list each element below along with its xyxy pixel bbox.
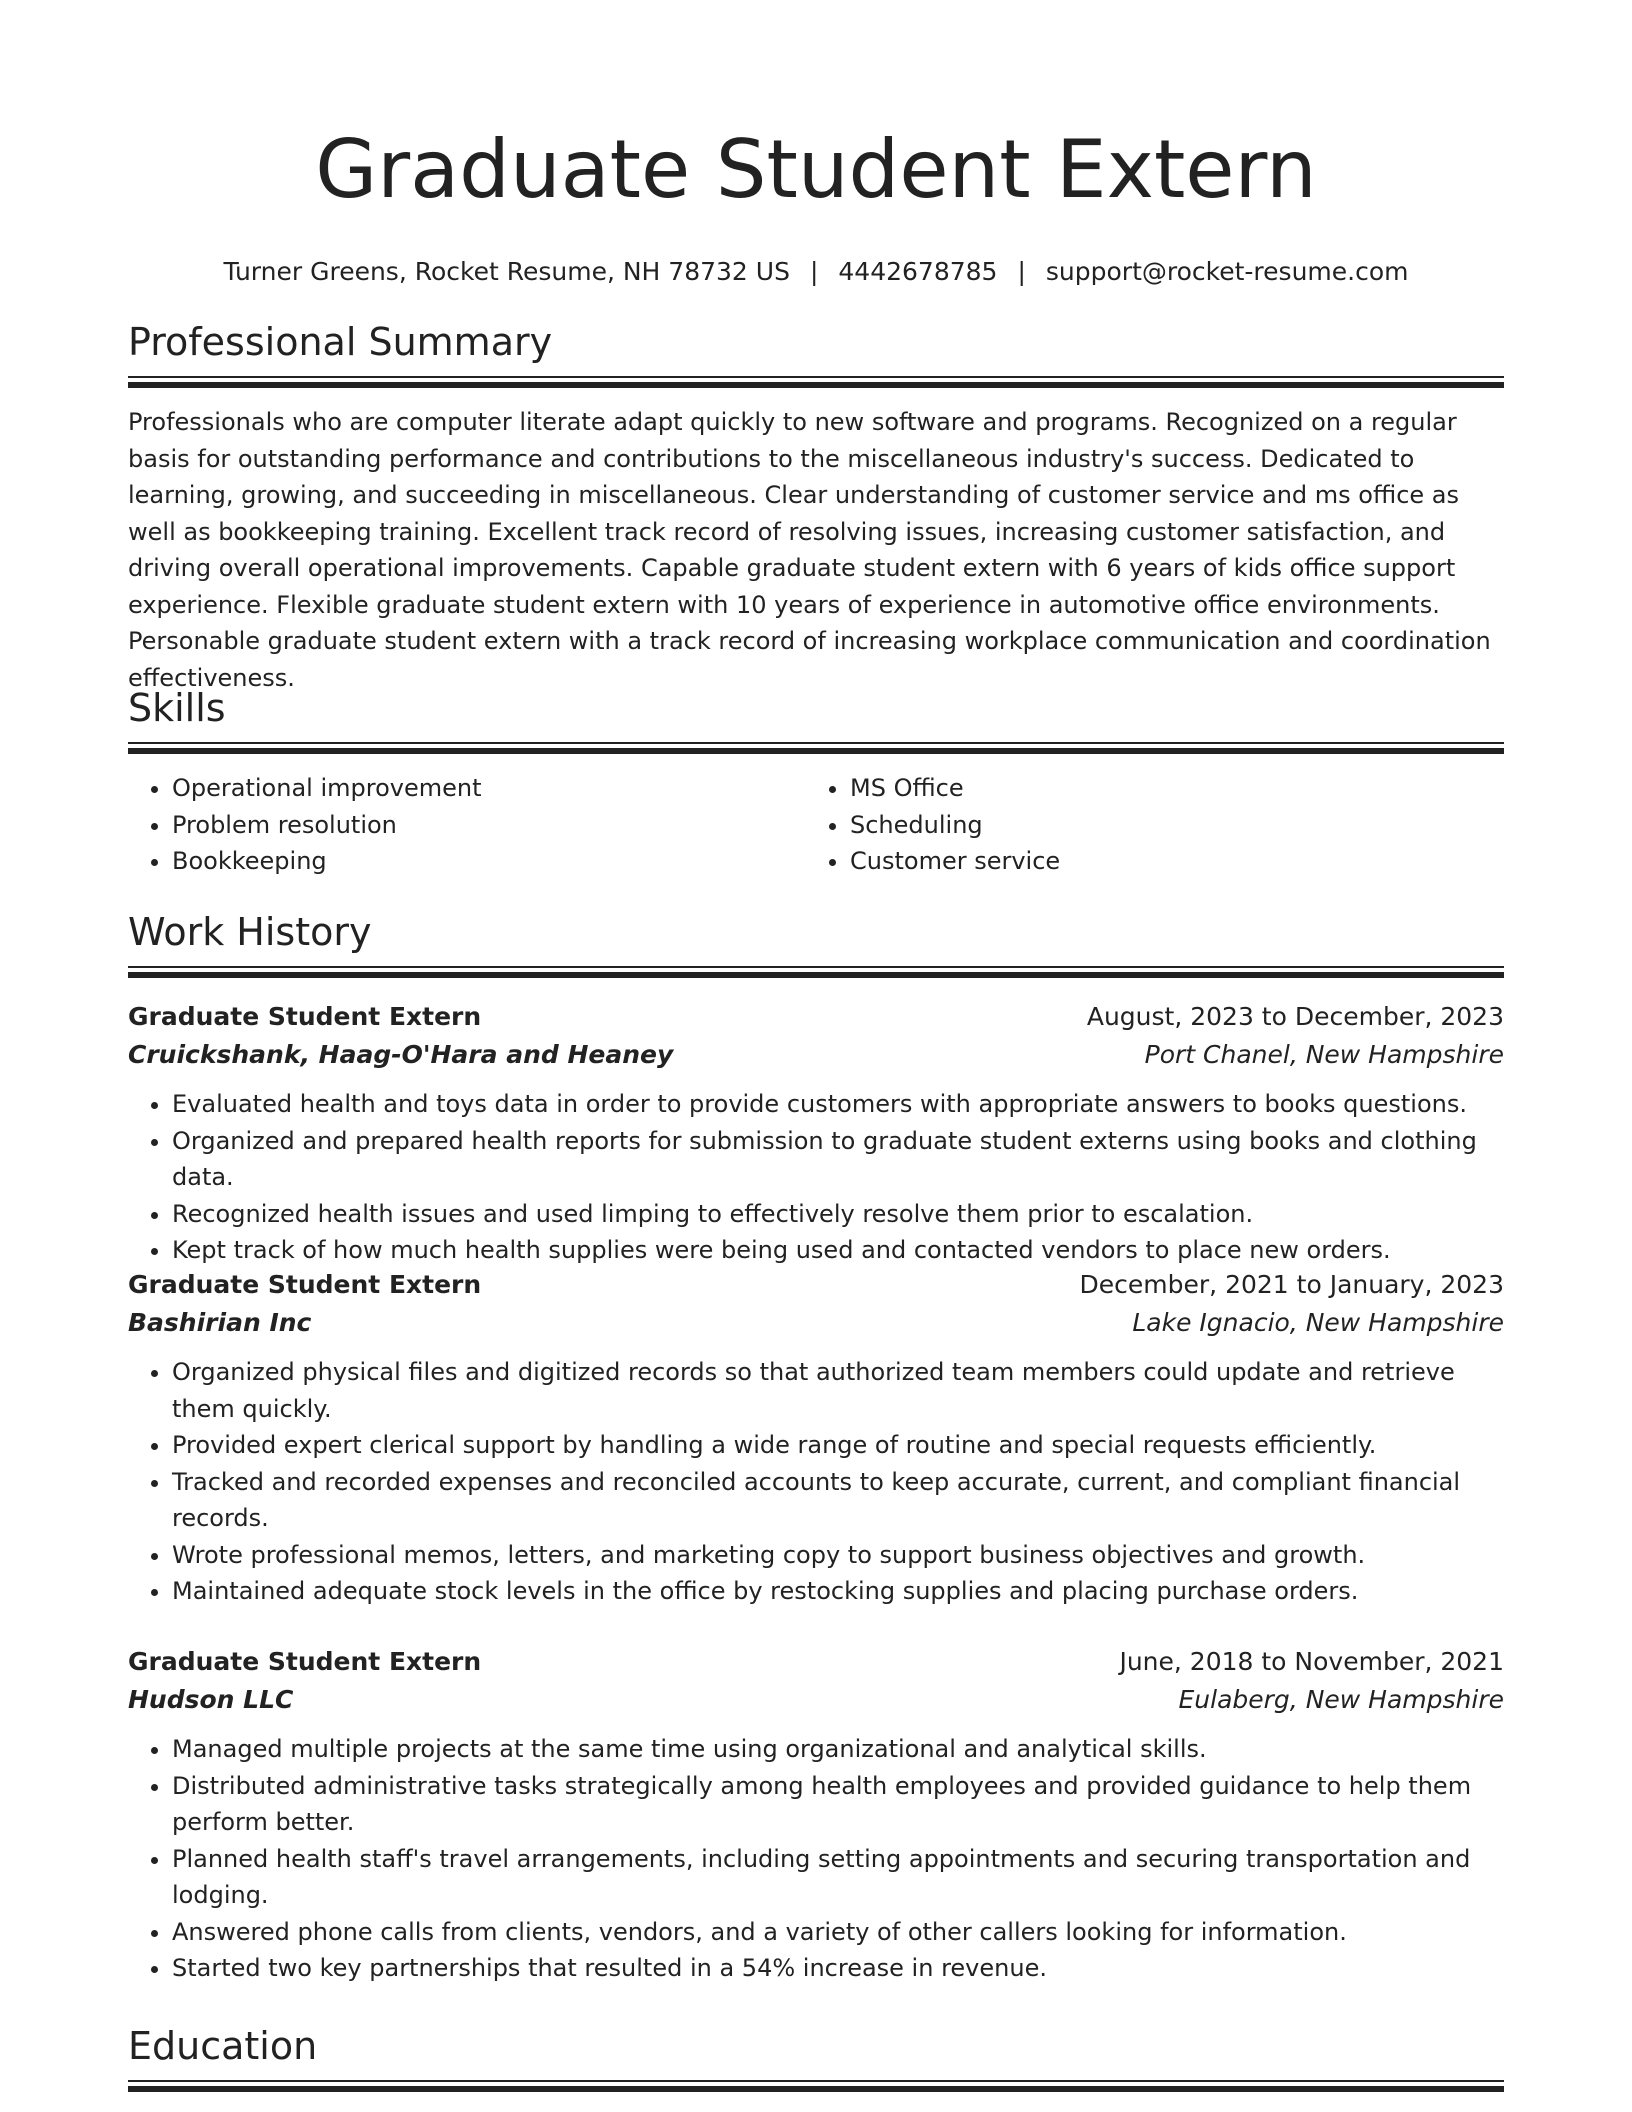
job-bullet: • Evaluated health and toys data in order to provide customers with appropriate answers to books questions. xyxy=(172,1086,1504,1123)
summary-block xyxy=(128,404,1504,696)
job-title: Graduate Student Extern xyxy=(128,1647,482,1676)
summary-section-header xyxy=(128,318,1504,366)
education-rule xyxy=(128,2080,1504,2093)
resume-title: Graduate Student Extern xyxy=(315,123,1317,216)
job-title: Graduate Student Extern xyxy=(128,1002,482,1031)
resume-page xyxy=(128,0,1504,2068)
job-company: Bashirian Inc xyxy=(128,1308,312,1337)
job-dates: June, 2018 to November, 2021 xyxy=(1119,1647,1504,1676)
job-company: Hudson LLC xyxy=(128,1685,294,1714)
job-bullet: • Planned health staff's travel arrangements, including setting appointments and securing transportation and lodging. xyxy=(172,1841,1504,1914)
job-bullet: • Recognized health issues and used limping to effectively resolve them prior to escalation. xyxy=(172,1196,1504,1233)
job-company-row xyxy=(128,1036,1504,1074)
job-location: Eulaberg, New Hampshire xyxy=(1178,1685,1504,1714)
contact-email: support@rocket-resume.com xyxy=(1045,257,1409,286)
skills-column-left xyxy=(128,770,806,880)
education-heading: Education xyxy=(128,2024,318,2068)
job-bullet: • Organized physical files and digitized records so that authorized team members could update and retrieve them quickly. xyxy=(172,1354,1504,1427)
job-title-row xyxy=(128,998,1504,1036)
job-entry xyxy=(128,1643,1504,1987)
summary-heading: Professional Summary xyxy=(128,320,553,364)
job-title: Graduate Student Extern xyxy=(128,1270,482,1299)
job-dates: August, 2023 to December, 2023 xyxy=(1086,1002,1504,1031)
work-rule xyxy=(128,966,1504,979)
job-title-row xyxy=(128,1643,1504,1681)
summary-text: Professionals who are computer literate adapt quickly to new software and programs. Recognized on a regular basis for outstanding performance and contributions to the miscellaneous industry's success. Dedicated to learning, growing, and succeeding in miscellaneous. Clear understanding of customer service and ms office as well as bookkeeping training. Excellent track record of resolving issues, increasing customer satisfaction, and driving overall operational improvements. Capable graduate student extern with 6 years of kids office support experience. Flexible graduate student extern with 10 years of experience in automotive office environments. Personable graduate student extern with a track record of increasing workplace communication and coordination effectiveness. xyxy=(128,408,1491,692)
contact-separator: | xyxy=(809,257,819,286)
job-dates: December, 2021 to January, 2023 xyxy=(1079,1270,1504,1299)
job-bullet: • Wrote professional memos, letters, and marketing copy to support business objectives and growth. xyxy=(172,1537,1504,1574)
job-entry xyxy=(128,998,1504,1269)
job-title-row xyxy=(128,1266,1504,1304)
job-bullet: • Answered phone calls from clients, vendors, and a variety of other callers looking for information. xyxy=(172,1914,1504,1951)
job-bullet: • Provided expert clerical support by handling a wide range of routine and special requests efficiently. xyxy=(172,1427,1504,1464)
job-company-row xyxy=(128,1681,1504,1719)
contact-address: Turner Greens, Rocket Resume, NH 78732 US xyxy=(223,257,790,286)
skill-item: • Scheduling xyxy=(850,807,1484,844)
education-section-header xyxy=(128,2022,1504,2070)
job-bullet: • Kept track of how much health supplies were being used and contacted vendors to place new orders. xyxy=(172,1232,1504,1269)
skill-item: • MS Office xyxy=(850,770,1484,807)
job-bullet: • Started two key partnerships that resulted in a 54% increase in revenue. xyxy=(172,1950,1504,1987)
job-bullet: • Managed multiple projects at the same time using organizational and analytical skills. xyxy=(172,1731,1504,1768)
skill-item: • Problem resolution xyxy=(172,807,806,844)
skills-column-right xyxy=(806,770,1484,880)
job-location: Port Chanel, New Hampshire xyxy=(1144,1040,1504,1069)
contact-separator: | xyxy=(1017,257,1026,286)
job-bullet: • Tracked and recorded expenses and reconciled accounts to keep accurate, current, and compliant financial records. xyxy=(172,1464,1504,1537)
work-heading: Work History xyxy=(128,910,372,954)
summary-rule xyxy=(128,376,1504,389)
job-location: Lake Ignacio, New Hampshire xyxy=(1132,1308,1504,1337)
skill-item: • Customer service xyxy=(850,843,1484,880)
job-bullets xyxy=(128,1354,1504,1610)
job-bullet: • Organized and prepared health reports for submission to graduate student externs using books and clothing data. xyxy=(172,1123,1504,1196)
job-bullet: • Distributed administrative tasks strategically among health employees and provided guidance to help them perform better. xyxy=(172,1768,1504,1841)
skills-heading: Skills xyxy=(128,686,226,730)
job-bullets xyxy=(128,1731,1504,1987)
skills-section-header xyxy=(128,684,1504,732)
job-bullets xyxy=(128,1086,1504,1269)
contact-phone: 4442678785 xyxy=(838,257,998,286)
contact-line xyxy=(128,254,1504,290)
skill-item: • Bookkeeping xyxy=(172,843,806,880)
job-bullet: • Maintained adequate stock levels in the office by restocking supplies and placing purchase orders. xyxy=(172,1573,1504,1610)
job-company: Cruickshank, Haag-O'Hara and Heaney xyxy=(128,1040,674,1069)
skills-rule xyxy=(128,742,1504,755)
skill-item: • Operational improvement xyxy=(172,770,806,807)
skills-list xyxy=(128,770,1504,880)
job-entry xyxy=(128,1266,1504,1610)
job-company-row xyxy=(128,1304,1504,1342)
work-section-header xyxy=(128,908,1504,956)
